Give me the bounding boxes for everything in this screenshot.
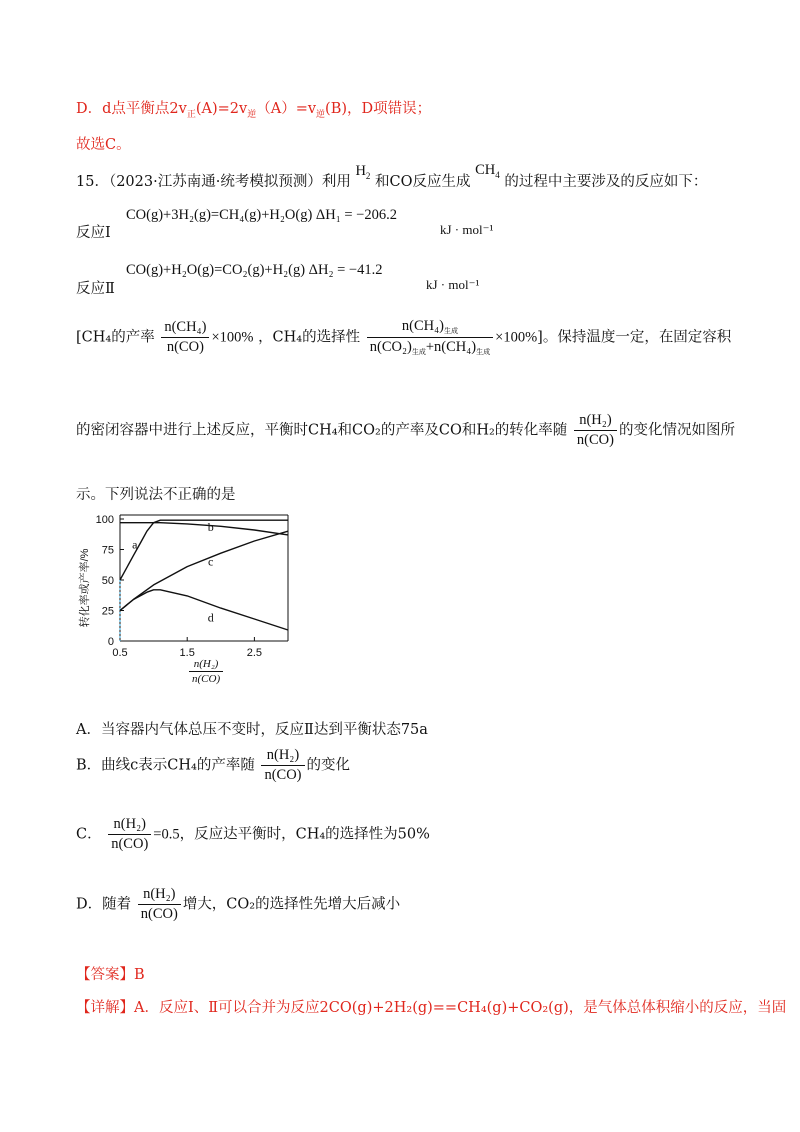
y-tick-label: 100 <box>95 514 114 526</box>
option-a: A．当容器内气体总压不变时，反应Ⅱ达到平衡状态75a <box>76 722 428 738</box>
detail-text: 【详解】A．反应Ⅰ、Ⅱ可以合并为反应2CO(g)+2H₂(g)==CH₄(g)+CO₂(g)，是气体总体积缩小的反应，当固 <box>76 1000 787 1016</box>
prev-option-d: D．d点平衡点$2v_正(A)=2v_逆(A)=v_逆(B)$，D项错误； <box>76 101 432 120</box>
curve-label-c: c <box>208 554 214 569</box>
option-b: B．曲线c表示CH₄的产率随 $\frac{\text{n(H₂)}}{n(CO)}$ 的变化 <box>76 747 350 783</box>
paragraph-line-2: 的密闭容器中进行上述反应，平衡时CH₄和CO₂的产率及CO和H₂的转化率随 $\frac{\text{n(H₂)}}{n(CO)}$ 的变化情况如图所 <box>76 412 735 448</box>
ratio-fraction-d: $\frac{\text{n(H₂)}}{n(CO)}$ <box>138 886 181 923</box>
curve-c <box>120 531 288 610</box>
x-tick-label: 1.5 <box>179 647 195 659</box>
y-tick-label: 75 <box>101 544 114 557</box>
curve-a <box>120 520 288 580</box>
reaction-2-equation: CO(g)+H₂O(g)=CO₂(g)+H₂(g) ΔH₂ = −41.2 <box>126 262 383 278</box>
ratio-fraction: $\frac{\text{n(H₂)}}{n(CO)}$ <box>574 412 617 449</box>
reaction-1-equation: CO(g)+3H₂(g)=CH₄(g)+H₂O(g) ΔH₁ = −206.2 <box>126 207 397 223</box>
ratio-fraction-b: $\frac{\text{n(H₂)}}{n(CO)}$ <box>261 747 304 784</box>
curve-d <box>120 590 288 630</box>
reaction-2-unit: kJ · mol⁻¹ <box>426 277 480 292</box>
y-tick-label: 25 <box>101 605 114 618</box>
x-tick-label: 2.5 <box>246 647 263 659</box>
curve-label-d: d <box>207 610 214 625</box>
reaction-1-unit: kJ · mol⁻¹ <box>440 222 494 237</box>
yield-fraction: $\frac{\text{n(CH₄)}}{n(CO)}$ <box>161 319 209 356</box>
option-d: D．随着 $\frac{\text{n(H₂)}}{n(CO)}$ 增大，CO₂的选择性先增大后减小 <box>76 886 401 922</box>
x-tick-label: 0.5 <box>112 647 128 659</box>
y-tick-label: 50 <box>101 575 114 587</box>
paragraph-line-3: 示。下列说法不正确的是 <box>76 487 236 503</box>
curve-label-a: a <box>132 537 138 552</box>
option-c: C． $\frac{\text{n(H₂)}}{n(CO)}$ =0.5，反应达平衡时，CH₄的选择性为50% <box>76 816 430 852</box>
chart-x-axis-label: $\frac{\text{n(H₂)}}{n(CO)}$ <box>187 658 225 685</box>
y-tick-label: 0 <box>107 636 114 648</box>
reaction-1-label: 反应Ⅰ <box>76 225 111 241</box>
chart-y-axis-label: 转化率或产率/% <box>79 548 91 628</box>
question-header: 15．（2023·江苏南通·统考模拟预测）利用 $H_2$ 和CO反应生成 $CH_4$ 的过程中主要涉及的反应如下： <box>76 162 708 190</box>
prev-choice: 故选C。 <box>76 137 131 153</box>
curve-label-b: b <box>207 520 214 535</box>
selectivity-fraction: $\frac{n(CH_4)_{生成}}{n(CO_2)_{生成}+n(CH_4)_{生成}}$ <box>367 318 493 357</box>
answer-label: 【答案】B <box>76 967 145 983</box>
definition-line: [CH₄的产率 $\frac{\text{n(CH₄)}}{n(CO)}$ ×100% ，CH₄的选择性 $\frac{n(CH_4)_{生成}}{n(CO_2)_{生成}+n(CH_4)_{生成}}$ ×100%]。保持温度一定，在固定容积 <box>76 318 732 356</box>
ratio-fraction-c: $\frac{\text{n(H₂)}}{n(CO)}$ <box>108 816 151 853</box>
reaction-2-label: 反应Ⅱ <box>76 281 115 297</box>
